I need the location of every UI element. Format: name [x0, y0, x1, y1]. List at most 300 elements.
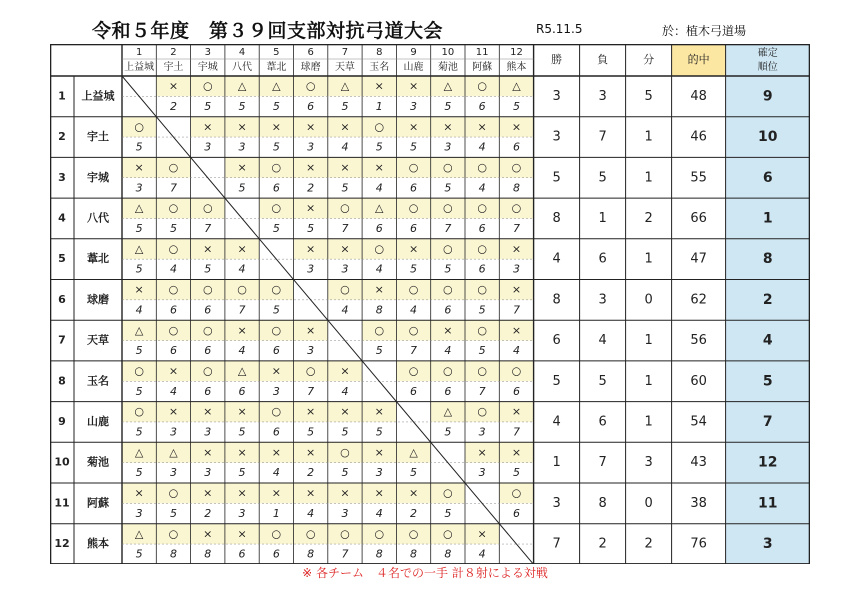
- match-result-mark: ×: [306, 323, 316, 337]
- match-hit-count: 6: [238, 384, 246, 398]
- match-result-mark: △: [340, 79, 350, 93]
- column-team-name: 上益城: [124, 62, 155, 73]
- match-hit-count: 3: [512, 262, 520, 276]
- column-team-name: 球磨: [300, 62, 321, 73]
- win-value: 3: [552, 495, 561, 511]
- match-hit-count: 4: [444, 344, 452, 358]
- match-hit-count: 3: [238, 506, 246, 520]
- match-hit-count: 6: [272, 547, 280, 561]
- rank-value: 1: [762, 210, 773, 227]
- match-result-mark: ○: [443, 283, 453, 297]
- win-value: 3: [552, 129, 561, 145]
- match-result-mark: ×: [306, 486, 316, 500]
- column-number: 2: [170, 47, 177, 58]
- match-result-mark: ○: [202, 323, 213, 337]
- match-hit-count: 7: [512, 425, 520, 439]
- match-hit-count: 5: [169, 506, 177, 520]
- match-hit-count: 4: [307, 506, 315, 520]
- match-result-mark: ×: [511, 242, 522, 256]
- match-result-mark: ○: [202, 364, 213, 378]
- match-result-mark: ×: [271, 120, 281, 134]
- match-result-mark: ×: [511, 283, 522, 297]
- row-number: 4: [58, 211, 66, 225]
- match-hit-count: 5: [478, 344, 486, 358]
- win-value: 4: [552, 251, 561, 267]
- match-hit-count: 3: [478, 466, 486, 480]
- rank-value: 2: [762, 291, 773, 308]
- match-hit-count: 7: [512, 303, 520, 317]
- match-hit-count: 6: [272, 344, 280, 358]
- row-team-name: 菊池: [87, 455, 109, 469]
- match-hit-count: 5: [272, 222, 280, 236]
- match-hit-count: 3: [135, 181, 143, 195]
- row-number: 11: [54, 496, 70, 510]
- row-number: 8: [58, 374, 66, 388]
- loss-value: 8: [598, 495, 607, 511]
- match-result-mark: ○: [408, 527, 419, 541]
- row-number: 2: [58, 130, 66, 144]
- match-hit-count: 7: [444, 222, 452, 236]
- loss-value: 4: [598, 333, 607, 349]
- loss-header: 負: [597, 53, 609, 66]
- row-team-name: 熊本: [87, 537, 109, 551]
- match-result-mark: ×: [374, 160, 384, 174]
- match-hit-count: 5: [272, 99, 280, 113]
- match-result-mark: ×: [511, 120, 522, 134]
- match-result-mark: △: [443, 79, 453, 93]
- match-result-mark: △: [169, 445, 178, 459]
- rank-value: 4: [762, 332, 773, 349]
- row-number: 10: [54, 455, 70, 469]
- row-number: 6: [58, 292, 66, 306]
- match-hit-count: 4: [272, 466, 280, 480]
- column-team-name: 玉名: [369, 62, 390, 73]
- match-result-mark: ×: [237, 527, 247, 541]
- match-result-mark: ×: [134, 283, 144, 297]
- match-hit-count: 2: [307, 181, 315, 195]
- match-result-mark: ×: [306, 160, 316, 174]
- column-number: 1: [135, 47, 143, 58]
- match-hit-count: 7: [341, 222, 349, 236]
- match-hit-count: 4: [375, 506, 383, 520]
- match-result-mark: ○: [168, 527, 179, 541]
- match-hit-count: 7: [478, 384, 486, 398]
- match-hit-count: 5: [444, 425, 452, 439]
- row-team-name: 葦北: [87, 252, 109, 266]
- match-hit-count: 2: [410, 506, 418, 520]
- match-hit-count: 3: [478, 425, 486, 439]
- draw-value: 3: [644, 455, 653, 471]
- match-result-mark: ○: [168, 242, 179, 256]
- match-result-mark: ○: [443, 201, 453, 215]
- match-result-mark: ×: [237, 242, 247, 256]
- rank-value: 3: [762, 536, 773, 553]
- hits-value: 43: [690, 455, 707, 471]
- match-hit-count: 6: [169, 303, 177, 317]
- match-result-mark: ×: [340, 242, 350, 256]
- match-result-mark: ×: [134, 160, 144, 174]
- match-result-mark: ○: [477, 242, 487, 256]
- match-hit-count: 5: [135, 262, 143, 276]
- match-hit-count: 3: [204, 140, 212, 154]
- column-number: 12: [510, 47, 523, 58]
- match-result-mark: ×: [134, 486, 144, 500]
- row-number: 5: [58, 252, 66, 266]
- match-result-mark: ×: [477, 120, 487, 134]
- row-team-name: 天草: [87, 333, 109, 347]
- loss-value: 3: [598, 292, 607, 308]
- match-result-mark: ×: [340, 486, 350, 500]
- draw-value: 1: [644, 373, 653, 389]
- match-result-mark: ○: [408, 364, 419, 378]
- page-title: 令和５年度 第３９回支部対抗弓道大会: [92, 20, 444, 42]
- match-hit-count: 4: [169, 384, 177, 398]
- win-value: 6: [552, 333, 561, 349]
- match-hit-count: 6: [307, 99, 315, 113]
- match-hit-count: 5: [375, 425, 383, 439]
- match-result-mark: ○: [443, 160, 453, 174]
- match-result-mark: ○: [168, 160, 179, 174]
- match-result-mark: ○: [443, 242, 453, 256]
- match-result-mark: ○: [408, 283, 419, 297]
- loss-value: 7: [598, 455, 607, 471]
- match-hit-count: 7: [341, 547, 349, 561]
- match-hit-count: 7: [512, 222, 520, 236]
- match-result-mark: ○: [202, 283, 213, 297]
- match-hit-count: 5: [238, 99, 246, 113]
- match-hit-count: 4: [478, 181, 486, 195]
- column-number: 6: [307, 47, 314, 58]
- match-hit-count: 5: [135, 140, 143, 154]
- match-result-mark: △: [512, 79, 521, 93]
- match-hit-count: 8: [204, 547, 212, 561]
- win-value: 5: [552, 170, 561, 186]
- win-value: 5: [552, 373, 561, 389]
- hits-value: 66: [690, 210, 707, 226]
- match-hit-count: 5: [238, 466, 246, 480]
- hits-value: 47: [690, 251, 707, 267]
- match-hit-count: 4: [341, 384, 349, 398]
- match-hit-count: 5: [512, 99, 520, 113]
- hits-value: 54: [690, 414, 707, 430]
- match-result-mark: ○: [340, 201, 350, 215]
- match-result-mark: ○: [271, 160, 282, 174]
- match-hit-count: 8: [169, 547, 177, 561]
- loss-value: 1: [598, 210, 607, 226]
- match-hit-count: 1: [272, 506, 280, 520]
- draw-value: 5: [644, 88, 653, 104]
- match-result-mark: ×: [443, 323, 453, 337]
- row-number: 1: [58, 89, 66, 103]
- match-result-mark: ○: [477, 405, 487, 419]
- match-hit-count: 5: [444, 506, 452, 520]
- row-team-name: 上益城: [81, 89, 115, 103]
- match-hit-count: 8: [307, 547, 315, 561]
- match-hit-count: 5: [135, 425, 143, 439]
- match-hit-count: 5: [341, 181, 349, 195]
- results-table: [50, 44, 810, 564]
- hits-header: 的中: [687, 53, 710, 66]
- row-number: 9: [58, 414, 66, 428]
- match-hit-count: 5: [341, 99, 349, 113]
- match-hit-count: 5: [272, 303, 280, 317]
- match-hit-count: 4: [478, 547, 486, 561]
- row-team-name: 宇城: [87, 170, 109, 184]
- match-hit-count: 6: [272, 181, 280, 195]
- match-hit-count: 4: [238, 262, 246, 276]
- match-hit-count: 6: [238, 547, 246, 561]
- match-hit-count: 5: [375, 140, 383, 154]
- match-result-mark: ×: [477, 527, 487, 541]
- match-result-mark: ×: [271, 486, 281, 500]
- hits-value: 48: [690, 88, 707, 104]
- match-hit-count: 6: [444, 303, 452, 317]
- match-result-mark: △: [237, 364, 247, 378]
- match-result-mark: ○: [271, 323, 282, 337]
- column-team-name: 熊本: [506, 62, 527, 73]
- match-hit-count: 6: [204, 344, 212, 358]
- rank-value: 10: [758, 129, 778, 146]
- loss-value: 5: [598, 170, 607, 186]
- hits-value: 62: [690, 292, 707, 308]
- match-result-mark: ×: [203, 486, 213, 500]
- column-number: 8: [376, 47, 383, 58]
- match-result-mark: ×: [511, 445, 522, 459]
- match-hit-count: 3: [444, 140, 452, 154]
- match-result-mark: ×: [306, 120, 316, 134]
- match-result-mark: ×: [203, 445, 213, 459]
- match-result-mark: ×: [477, 445, 487, 459]
- draw-value: 0: [644, 495, 653, 511]
- match-result-mark: ×: [306, 242, 316, 256]
- match-result-mark: ×: [408, 120, 419, 134]
- win-value: 8: [552, 210, 561, 226]
- loss-value: 2: [598, 536, 607, 552]
- match-hit-count: 6: [512, 384, 520, 398]
- hits-value: 46: [690, 129, 707, 145]
- match-hit-count: 3: [238, 140, 246, 154]
- match-result-mark: △: [409, 445, 418, 459]
- match-result-mark: ×: [306, 445, 316, 459]
- match-result-mark: ○: [477, 283, 487, 297]
- rank-value: 8: [762, 251, 773, 268]
- loss-value: 5: [598, 373, 607, 389]
- column-number: 10: [441, 47, 455, 58]
- match-result-mark: ○: [443, 486, 453, 500]
- footnote: ※ 各チーム ４名での一手 計８射による対戦: [302, 566, 548, 580]
- match-result-mark: ○: [443, 527, 453, 541]
- match-result-mark: ×: [237, 323, 247, 337]
- match-result-mark: ○: [271, 405, 282, 419]
- match-result-mark: ○: [477, 364, 487, 378]
- match-hit-count: 6: [169, 344, 177, 358]
- column-team-name: 葦北: [266, 62, 287, 73]
- match-result-mark: ○: [271, 283, 282, 297]
- match-hit-count: 7: [169, 181, 177, 195]
- match-hit-count: 5: [135, 344, 143, 358]
- match-result-mark: ○: [271, 527, 282, 541]
- match-hit-count: 5: [169, 222, 177, 236]
- match-result-mark: ○: [408, 323, 419, 337]
- match-result-mark: ○: [477, 323, 487, 337]
- rank-value: 9: [762, 88, 773, 105]
- match-hit-count: 5: [341, 466, 349, 480]
- match-result-mark: ×: [203, 120, 213, 134]
- match-result-mark: △: [134, 242, 144, 256]
- match-result-mark: ×: [203, 405, 213, 419]
- match-hit-count: 6: [410, 384, 418, 398]
- hits-value: 38: [690, 495, 707, 511]
- match-hit-count: 6: [478, 99, 486, 113]
- match-result-mark: △: [272, 79, 281, 93]
- match-result-mark: ○: [237, 283, 247, 297]
- match-hit-count: 3: [307, 140, 315, 154]
- match-hit-count: 4: [169, 262, 177, 276]
- match-result-mark: ×: [203, 527, 213, 541]
- match-result-mark: ×: [374, 79, 384, 93]
- match-result-mark: △: [443, 405, 453, 419]
- match-result-mark: ○: [408, 201, 419, 215]
- match-result-mark: ×: [340, 405, 350, 419]
- match-result-mark: ×: [306, 405, 316, 419]
- match-result-mark: ×: [168, 405, 179, 419]
- win-value: 4: [552, 414, 561, 430]
- loss-value: 7: [598, 129, 607, 145]
- match-hit-count: 3: [375, 466, 383, 480]
- rank-value: 11: [758, 495, 778, 512]
- hits-value: 55: [690, 170, 707, 186]
- match-hit-count: 3: [169, 466, 177, 480]
- match-hit-count: 3: [204, 425, 212, 439]
- draw-value: 0: [644, 292, 653, 308]
- match-result-mark: ×: [237, 486, 247, 500]
- match-hit-count: 8: [444, 547, 452, 561]
- match-hit-count: 5: [272, 140, 280, 154]
- match-hit-count: 5: [410, 262, 418, 276]
- match-hit-count: 5: [135, 466, 143, 480]
- match-result-mark: ×: [237, 405, 247, 419]
- match-result-mark: ○: [374, 323, 385, 337]
- match-result-mark: △: [237, 79, 247, 93]
- match-hit-count: 7: [204, 222, 212, 236]
- rank-value: 12: [758, 454, 778, 471]
- rank-value: 6: [762, 169, 773, 186]
- match-hit-count: 5: [375, 344, 383, 358]
- match-hit-count: 7: [238, 303, 246, 317]
- match-hit-count: 6: [478, 222, 486, 236]
- match-result-mark: ○: [134, 405, 144, 419]
- match-result-mark: ○: [511, 364, 522, 378]
- match-hit-count: 5: [444, 262, 452, 276]
- match-hit-count: 5: [135, 384, 143, 398]
- match-result-mark: ○: [374, 242, 385, 256]
- match-result-mark: ○: [305, 527, 316, 541]
- match-hit-count: 5: [307, 222, 315, 236]
- match-result-mark: ○: [168, 201, 179, 215]
- match-result-mark: ×: [340, 120, 350, 134]
- match-result-mark: ×: [374, 486, 384, 500]
- row-team-name: 球磨: [87, 292, 109, 306]
- row-number: 12: [54, 537, 70, 551]
- match-result-mark: ○: [511, 486, 522, 500]
- rank-header: 確定: [757, 48, 778, 59]
- rank-value: 5: [762, 373, 773, 390]
- match-result-mark: ○: [477, 79, 487, 93]
- match-result-mark: ×: [237, 120, 247, 134]
- match-result-mark: ×: [408, 79, 419, 93]
- match-result-mark: ×: [374, 283, 384, 297]
- match-result-mark: △: [134, 445, 144, 459]
- match-result-mark: ○: [340, 283, 350, 297]
- match-result-mark: ×: [408, 242, 419, 256]
- match-result-mark: ×: [408, 486, 419, 500]
- match-hit-count: 6: [512, 140, 520, 154]
- match-hit-count: 6: [204, 303, 212, 317]
- draw-value: 1: [644, 414, 653, 430]
- row-team-name: 八代: [87, 211, 109, 225]
- column-team-name: 天草: [334, 62, 355, 73]
- column-number: 4: [238, 47, 246, 58]
- row-team-name: 阿蘇: [87, 496, 109, 510]
- match-hit-count: 1: [375, 99, 383, 113]
- match-result-mark: ○: [168, 323, 179, 337]
- match-hit-count: 5: [444, 181, 452, 195]
- match-hit-count: 4: [512, 344, 520, 358]
- row-number: 3: [58, 170, 66, 184]
- column-number: 5: [273, 47, 280, 58]
- column-team-name: 宇土: [163, 62, 184, 73]
- win-value: 3: [552, 88, 561, 104]
- match-hit-count: 5: [204, 99, 212, 113]
- match-result-mark: ○: [340, 527, 350, 541]
- match-result-mark: ○: [374, 120, 385, 134]
- match-result-mark: ○: [271, 201, 282, 215]
- match-result-mark: ○: [511, 160, 522, 174]
- column-team-name: 八代: [232, 62, 253, 73]
- match-result-mark: ×: [374, 445, 384, 459]
- match-result-mark: ×: [511, 323, 522, 337]
- match-hit-count: 4: [478, 140, 486, 154]
- match-hit-count: 2: [169, 99, 177, 113]
- match-hit-count: 6: [204, 384, 212, 398]
- row-team-name: 山鹿: [87, 414, 109, 428]
- match-result-mark: ×: [168, 79, 179, 93]
- match-hit-count: 4: [135, 303, 143, 317]
- match-hit-count: 8: [410, 547, 418, 561]
- match-result-mark: ○: [408, 160, 419, 174]
- match-hit-count: 5: [341, 425, 349, 439]
- row-team-name: 玉名: [87, 374, 109, 388]
- match-hit-count: 3: [307, 344, 315, 358]
- match-result-mark: ○: [202, 201, 213, 215]
- event-venue: 於：植木弓道場: [662, 24, 747, 38]
- match-result-mark: ○: [511, 201, 522, 215]
- match-result-mark: ○: [202, 79, 213, 93]
- draw-value: 1: [644, 333, 653, 349]
- match-hit-count: 5: [410, 140, 418, 154]
- match-result-mark: ×: [340, 364, 350, 378]
- match-result-mark: ○: [477, 160, 487, 174]
- hits-value: 76: [690, 536, 707, 552]
- match-hit-count: 8: [375, 303, 383, 317]
- results-grid: [50, 44, 810, 564]
- match-result-mark: ×: [168, 364, 179, 378]
- match-hit-count: 5: [135, 222, 143, 236]
- match-hit-count: 8: [375, 547, 383, 561]
- match-result-mark: ×: [340, 160, 350, 174]
- match-hit-count: 6: [410, 222, 418, 236]
- event-date: R5.11.5: [536, 22, 583, 36]
